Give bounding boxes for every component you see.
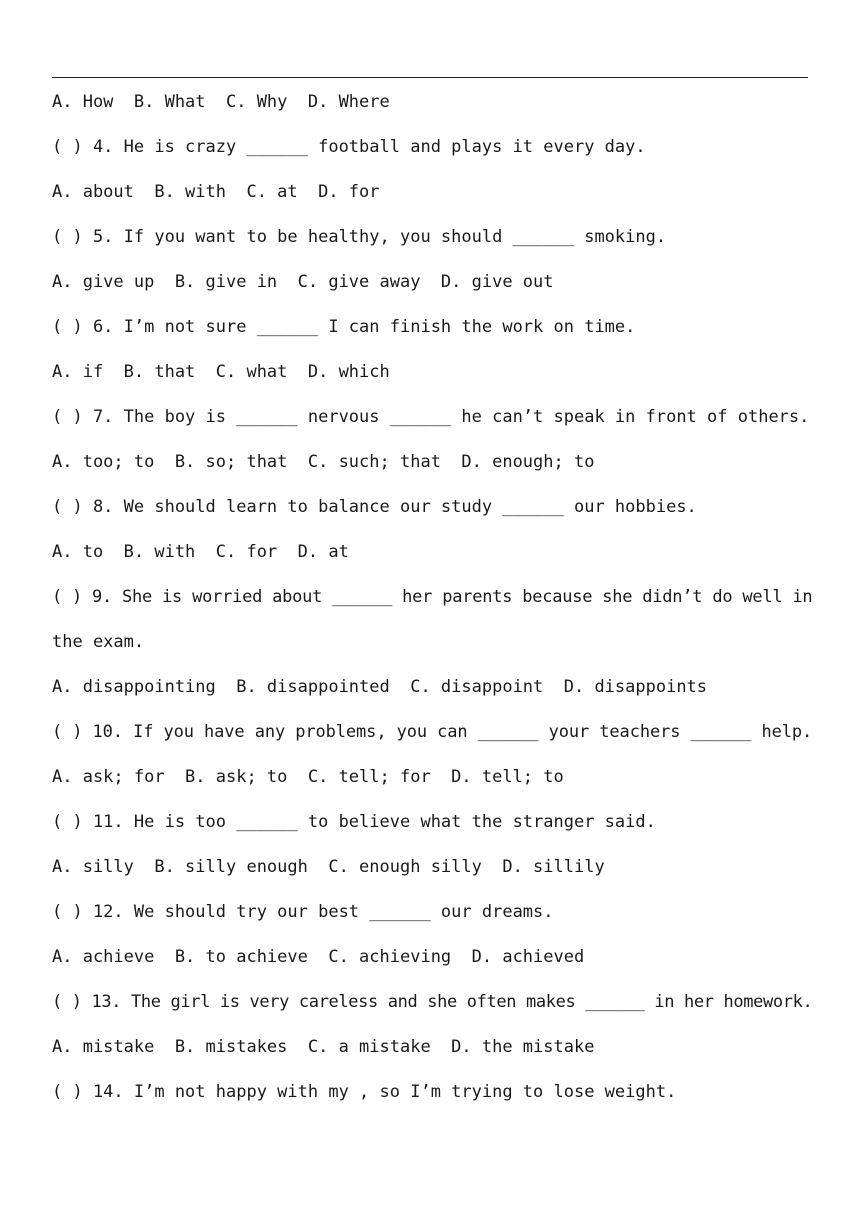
question-line: ( ) 14. I’m not happy with my , so I’m trying to lose weight.	[52, 1082, 677, 1102]
options-line: A. about B. with C. at D. for	[52, 182, 380, 202]
question-line: ( ) 9. She is worried about ______ her parents because she didn’t do well in	[52, 587, 813, 607]
question-line: ( ) 8. We should learn to balance our study ______ our hobbies.	[52, 497, 697, 517]
options-line: A. mistake B. mistakes C. a mistake D. the mistake	[52, 1037, 595, 1057]
options-line: A. if B. that C. what D. which	[52, 362, 390, 382]
question-continuation-line: the exam.	[52, 632, 145, 652]
exercise-content	[52, 86, 812, 1121]
question-line: ( ) 7. The boy is ______ nervous ______ he can’t speak in front of others.	[52, 407, 810, 427]
question-line: ( ) 13. The girl is very careless and she often makes ______ in her homework.	[52, 992, 813, 1012]
options-line: A. too; to B. so; that C. such; that D. enough; to	[52, 452, 595, 472]
options-line: A. to B. with C. for D. at	[52, 542, 349, 562]
question-line: ( ) 10. If you have any problems, you can ______ your teachers ______ help.	[52, 722, 813, 742]
question-line: ( ) 6. I’m not sure ______ I can finish the work on time.	[52, 317, 636, 337]
question-line: ( ) 5. If you want to be healthy, you should ______ smoking.	[52, 227, 667, 247]
question-line: ( ) 4. He is crazy ______ football and plays it every day.	[52, 137, 646, 157]
options-line: A. disappointing B. disappointed C. disappoint D. disappoints	[52, 677, 708, 697]
options-line: A. achieve B. to achieve C. achieving D. achieved	[52, 947, 585, 967]
question-line: ( ) 11. He is too ______ to believe what the stranger said.	[52, 812, 656, 832]
top-divider-rule	[52, 77, 808, 78]
options-line: A. silly B. silly enough C. enough silly D. sillily	[52, 857, 605, 877]
options-line: A. give up B. give in C. give away D. give out	[52, 272, 554, 292]
question-line: ( ) 12. We should try our best ______ our dreams.	[52, 902, 554, 922]
options-line: A. ask; for B. ask; to C. tell; for D. tell; to	[52, 767, 564, 787]
options-line: A. How B. What C. Why D. Where	[52, 92, 390, 112]
